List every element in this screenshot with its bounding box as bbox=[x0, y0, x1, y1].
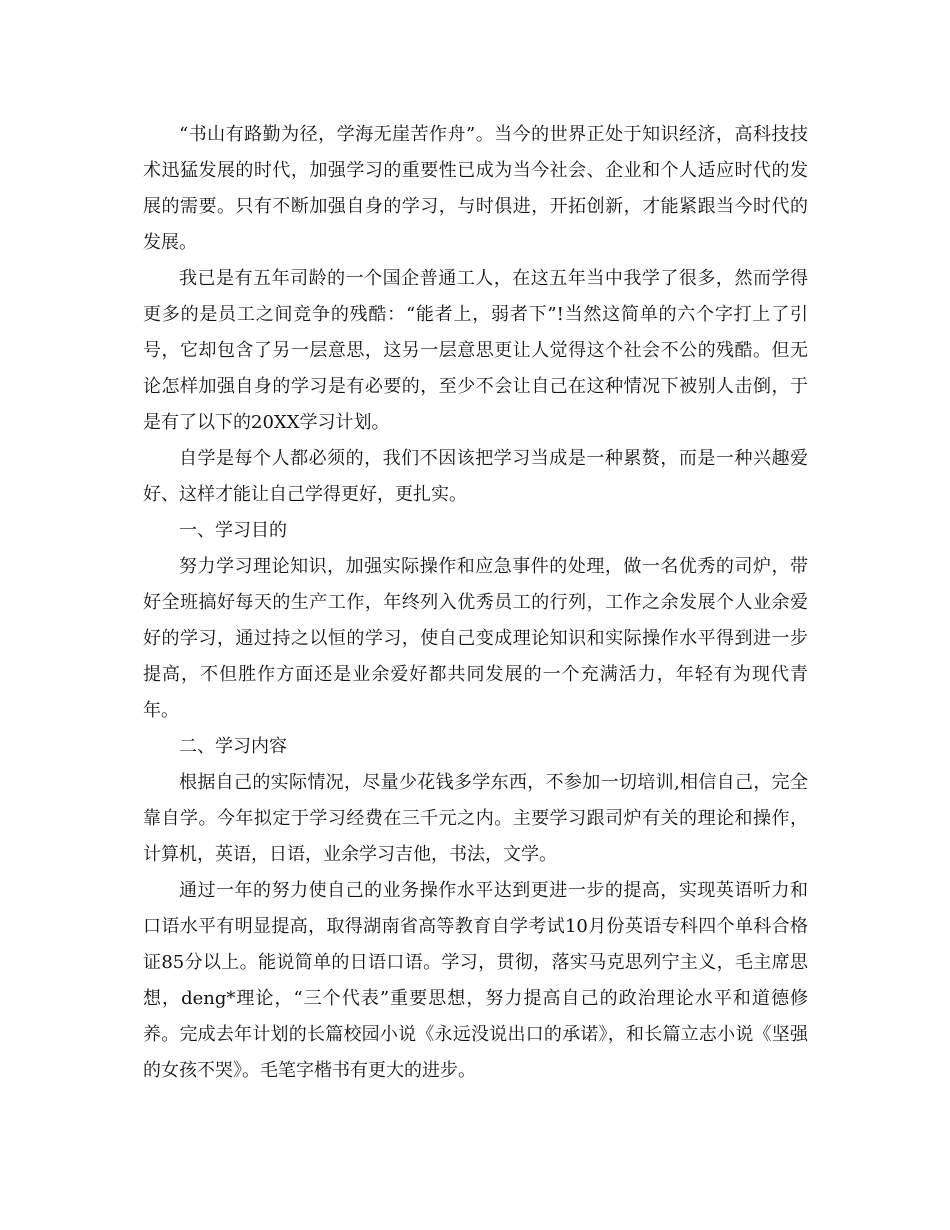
document-body bbox=[143, 117, 808, 1089]
paragraph-goals: 通过一年的努力使自己的业务操作水平达到更进一步的提高，实现英语听力和口语水平有明显提高，取得湖南省高等教育自学考试10月份英语专科四个单科合格证85分以上。能说简单的日语口语。学习，贯彻，落实马克思列宁主义，毛主席思想，deng*理论，“三个代表”重要思想，努力提高自己的政治理论水平和道德修养。完成去年计划的长篇校园小说《永远没说出口的承诺》，和长篇立志小说《坚强的女孩不哭》。毛笔字楷书有更大的进步。 bbox=[143, 880, 808, 1081]
section-heading-purpose: 一、学习目的 bbox=[179, 520, 287, 541]
paragraph-intro-quote: “书山有路勤为径，学海无崖苦作舟”。当今的世界正处于知识经济，高科技技术迅猛发展的时代，加强学习的重要性已成为当今社会、企业和个人适应时代的发展的需要。只有不断加强自身的学习，与时俱进，开拓创新，才能紧跟当今时代的发展。 bbox=[143, 124, 808, 253]
paragraph-purpose: 努力学习理论知识，加强实际操作和应急事件的处理，做一名优秀的司炉，带好全班搞好每天的生产工作，年终列入优秀员工的行列，工作之余发展个人业余爱好的学习，通过持之以恒的学习，使自己变成理论知识和实际操作水平得到进一步提高，不但胜作方面还是业余爱好都共同发展的一个充满活力，年轻有为现代青年。 bbox=[143, 556, 808, 721]
paragraph-background: 我已是有五年司龄的一个国企普通工人，在这五年当中我学了很多，然而学得更多的是员工之间竞争的残酷：“能者上，弱者下”!当然这简单的六个字打上了引号，它却包含了另一层意思，这另一层意思更让人觉得这个社会不公的残酷。但无论怎样加强自身的学习是有必要的，至少不会让自己在这种情况下被别人击倒，于是有了以下的20XX学习计划。 bbox=[143, 268, 808, 433]
paragraph-self-study: 自学是每个人都必须的，我们不因该把学习当成是一种累赘，而是一种兴趣爱好、这样才能让自己学得更好，更扎实。 bbox=[143, 448, 808, 505]
paragraph-content: 根据自己的实际情况，尽量少花钱多学东西，不参加一切培训,相信自己，完全靠自学。今年拟定于学习经费在三千元之内。主要学习跟司炉有关的理论和操作，计算机，英语，日语，业余学习吉他，书法，文学。 bbox=[143, 772, 808, 865]
section-heading-content: 二、学习内容 bbox=[179, 736, 287, 757]
